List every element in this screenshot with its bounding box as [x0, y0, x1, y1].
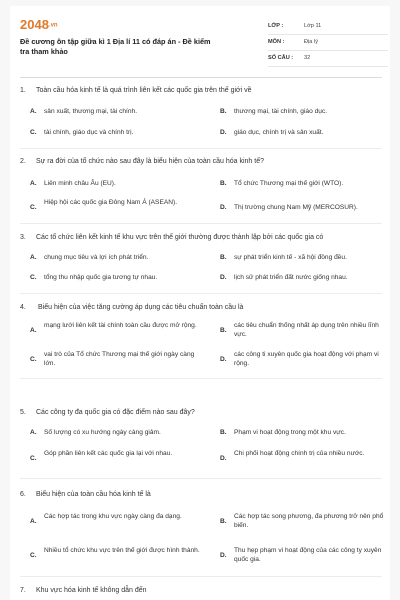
option-letter: B.	[220, 327, 227, 334]
option-letter: C.	[30, 356, 37, 363]
option-letter: B.	[220, 254, 227, 261]
option-letter: C.	[30, 552, 37, 559]
option-text: mạng lưới liên kết tài chính toàn cầu được mở rộng.	[44, 322, 197, 329]
option-text: Số lượng có xu hướng ngày càng giảm.	[44, 429, 161, 436]
document-meta	[268, 19, 388, 67]
option-text: Các hợp tác song phương, đa phương trở nên phổ biến.	[234, 513, 384, 529]
question-text: Các tổ chức liên kết kinh tế khu vực trên thế giới thường được thành lập bởi các quốc gia có	[36, 234, 324, 241]
option-letter: B.	[220, 108, 227, 115]
option-letter: D.	[220, 455, 227, 462]
meta-subject-label: MÔN :	[268, 39, 285, 45]
option-letter: A.	[30, 108, 37, 115]
option-letter: C.	[30, 455, 37, 462]
logo-suffix: .vn	[48, 22, 58, 29]
meta-count-row	[268, 51, 388, 67]
option-text: giáo dục, chính trị và sản xuất.	[234, 129, 324, 136]
document-page	[10, 6, 390, 600]
question-text: Biểu hiện của toàn cầu hóa kinh tế là	[36, 491, 151, 498]
option-text: vai trò của Tổ chức Thương mại thế giới ngày càng lớn.	[44, 351, 195, 367]
option-letter: A.	[30, 327, 37, 334]
option-text: Liên minh châu Âu (EU).	[44, 180, 116, 187]
option-text: các tiêu chuẩn thống nhất áp dụng trên nhiều lĩnh vực.	[234, 322, 379, 338]
option-text: Thị trường chung Nam Mỹ (MERCOSUR).	[234, 204, 358, 211]
question-number: 4.	[20, 304, 26, 311]
option-letter: A.	[30, 518, 37, 525]
logo-text: 2048	[20, 17, 49, 32]
question-divider	[20, 378, 382, 379]
option-text: Góp phần liên kết các quốc gia lại với nhau.	[44, 450, 173, 457]
option-letter: D.	[220, 129, 227, 136]
option-letter: D.	[220, 356, 227, 363]
question-text: Biểu hiện của việc tăng cường áp dụng các tiêu chuẩn toàn cầu là	[38, 304, 244, 311]
question-divider	[20, 576, 382, 577]
question-divider	[20, 148, 382, 149]
question-divider	[20, 478, 382, 479]
option-text: tài chính, giáo dục và chính trị.	[44, 129, 134, 136]
option-text: Hiệp hội các quốc gia Đông Nam Á (ASEAN).	[44, 199, 178, 206]
option-text: Phạm vi hoạt động trong một khu vực.	[234, 429, 346, 436]
option-text: thương mại, tài chính, giáo dục.	[234, 108, 328, 115]
option-text: tổng thu nhập quốc gia tương tự nhau.	[44, 274, 158, 281]
meta-subject-row	[268, 35, 388, 51]
meta-class-row	[268, 19, 388, 35]
question-text: Các công ty đa quốc gia có đặc điểm nào sau đây?	[36, 409, 195, 416]
question-divider	[20, 223, 382, 224]
option-letter: D.	[220, 204, 227, 211]
question-text: Sự ra đời của tổ chức nào sau đây là biểu hiện của toàn cầu hóa kinh tế?	[36, 158, 264, 165]
meta-subject-value: Địa lý	[304, 39, 318, 45]
question-number: 6.	[20, 491, 26, 498]
option-text: Chi phối hoạt động chính trị của nhiều nước.	[234, 450, 365, 457]
option-letter: D.	[220, 274, 227, 281]
meta-class-value: Lớp 11	[304, 23, 322, 29]
site-logo[interactable]	[20, 17, 58, 32]
page-title: Đề cương ôn tập giữa kì 1 Địa lí 11 có đáp án - Đề kiểm tra tham khảo	[20, 37, 211, 56]
option-letter: A.	[30, 180, 37, 187]
option-text: sản xuất, thương mại, tài chính.	[44, 108, 138, 115]
option-text: các công ti xuyên quốc gia hoạt động với phạm vi rộng.	[234, 351, 379, 367]
meta-count-label: SỐ CÂU :	[268, 55, 294, 61]
question-number: 7.	[20, 587, 26, 594]
question-number: 2.	[20, 158, 26, 165]
question-text: Toàn cầu hóa kinh tế là quá trình liên kết các quốc gia trên thế giới về	[36, 87, 252, 94]
option-text: sự phát triển kinh tế - xã hội đồng đều.	[234, 254, 347, 261]
option-letter: B.	[220, 518, 227, 525]
option-text: chung mục tiêu và lợi ích phát triển.	[44, 254, 149, 261]
option-letter: C.	[30, 204, 37, 211]
option-letter: A.	[30, 429, 37, 436]
question-number: 5.	[20, 409, 26, 416]
option-text: Thu hẹp phạm vi hoạt động của các công ty xuyên quốc gia.	[234, 547, 382, 563]
option-letter: D.	[220, 552, 227, 559]
meta-class-label: LỚP :	[268, 23, 284, 29]
meta-count-value: 32	[304, 55, 311, 61]
question-number: 1.	[20, 87, 26, 94]
document-header	[20, 14, 382, 74]
option-letter: B.	[220, 429, 227, 436]
question-divider	[20, 293, 382, 294]
option-letter: C.	[30, 129, 37, 136]
option-text: Tổ chức Thương mại thế giới (WTO).	[234, 180, 344, 187]
question-number: 3.	[20, 234, 26, 241]
option-text: lịch sử phát triển đất nước giống nhau.	[234, 274, 348, 281]
option-letter: C.	[30, 274, 37, 281]
option-letter: A.	[30, 254, 37, 261]
option-text: Các hợp tác trong khu vực ngày càng đa dạng.	[44, 513, 182, 520]
option-text: Nhiều tổ chức khu vực trên thế giới được hình thành.	[44, 547, 200, 554]
question-text: Khu vực hóa kinh tế không dẫn đến	[36, 587, 147, 594]
header-divider	[20, 77, 382, 78]
option-letter: B.	[220, 180, 227, 187]
